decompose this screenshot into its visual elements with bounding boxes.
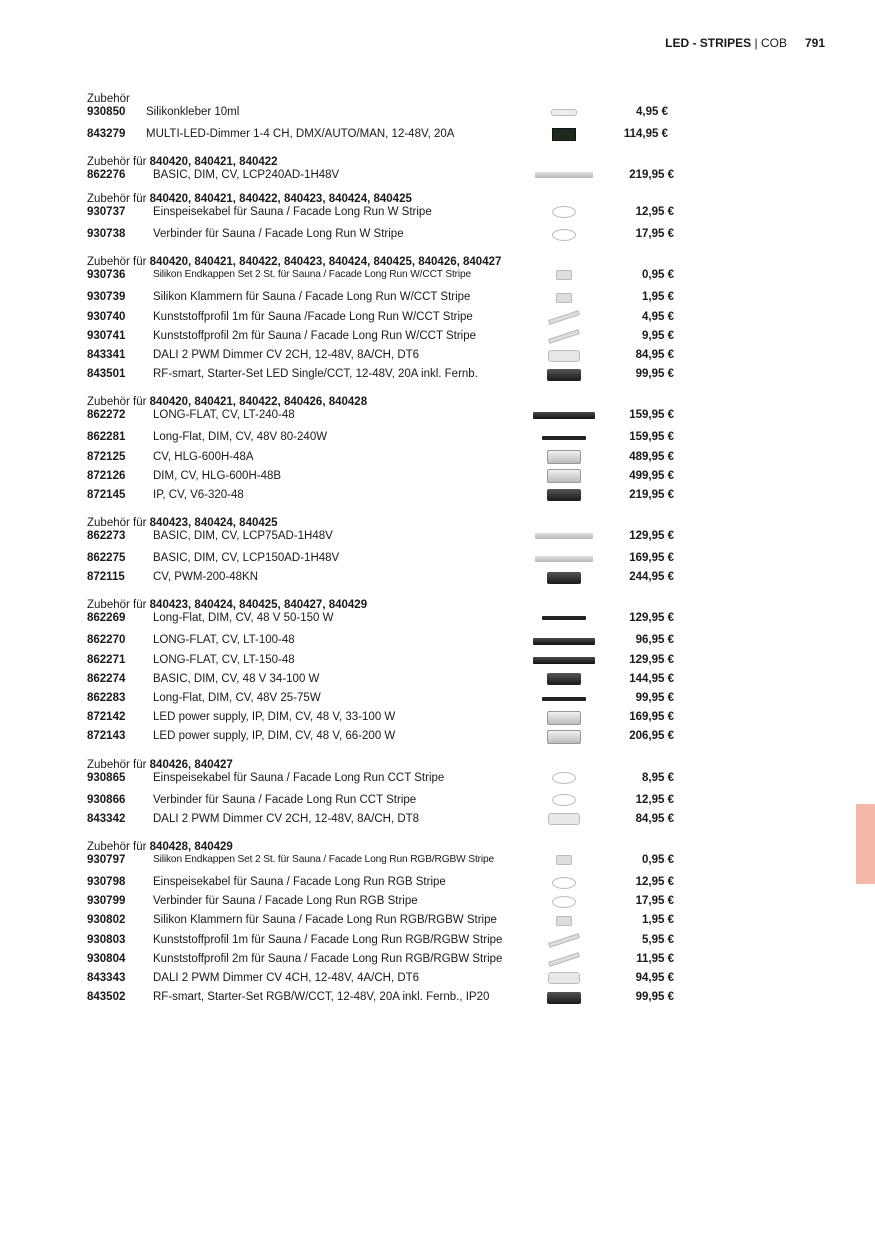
- article-number: 930798: [87, 875, 126, 888]
- product-image: [552, 229, 576, 241]
- product-description: Kunststoffprofil 2m für Sauna / Facade Long Run W/CCT Stripe: [153, 329, 477, 342]
- group-heading: [87, 395, 687, 409]
- product-price: 99,95 €: [635, 991, 674, 1004]
- product-price: 12,95 €: [635, 206, 674, 219]
- power-supply-thin-icon: [533, 692, 595, 706]
- product-description: Long-Flat, DIM, CV, 48V 80-240W: [153, 431, 328, 444]
- article-number: 930736: [87, 269, 126, 282]
- accessory-group: [87, 840, 687, 1007]
- group-product-refs: 840420, 840421, 840422: [149, 156, 278, 169]
- product-price: 129,95 €: [629, 530, 674, 543]
- product-price: 219,95 €: [629, 169, 674, 182]
- product-image: [548, 310, 580, 325]
- article-number: 862274: [87, 672, 126, 685]
- product-image: [548, 813, 580, 825]
- product-price: 17,95 €: [635, 895, 674, 908]
- article-number: 843342: [87, 812, 126, 825]
- power-supply-long-icon: [533, 408, 595, 422]
- article-number: 930850: [87, 106, 126, 118]
- section-title: LED - STRIPES: [665, 36, 752, 50]
- article-number: 843341: [87, 348, 126, 361]
- product-description: DALI 2 PWM Dimmer CV 2CH, 12-48V, 8A/CH, DT8: [153, 812, 420, 825]
- cable-icon: [533, 771, 595, 785]
- group-product-refs: 840420, 840421, 840422, 840426, 840428: [149, 396, 368, 409]
- product-price: 12,95 €: [635, 793, 674, 806]
- product-row: [87, 708, 687, 727]
- group-heading: [87, 92, 687, 106]
- product-image: [552, 794, 576, 806]
- article-number: 872126: [87, 469, 126, 482]
- accessory-group: [87, 155, 687, 181]
- power-supply-long-icon: [533, 634, 595, 648]
- product-description: Verbinder für Sauna / Facade Long Run RGB Stripe: [153, 895, 418, 908]
- subsection-title: COB: [760, 36, 787, 50]
- product-row: [87, 225, 687, 244]
- page-number: 791: [804, 36, 825, 50]
- article-number: 930737: [87, 206, 126, 219]
- article-number: 872115: [87, 571, 125, 584]
- product-description: Verbinder für Sauna / Facade Long Run CCT Stripe: [153, 793, 417, 806]
- power-supply-thin-icon: [533, 611, 595, 625]
- product-description: RF-smart, Starter-Set LED Single/CCT, 12-48V, 20A inkl. Fernb.: [153, 368, 478, 381]
- product-row: [87, 988, 687, 1007]
- dali-dimmer-icon: [533, 812, 595, 826]
- product-row: [87, 892, 687, 911]
- product-price: 206,95 €: [629, 730, 674, 743]
- product-image: [542, 436, 586, 440]
- group-label: Zubehör für: [87, 758, 147, 771]
- article-number: 930741: [87, 329, 126, 342]
- product-description: Silikon Klammern für Sauna / Facade Long Run RGB/RGBW Stripe: [153, 914, 497, 927]
- product-description: Silikonkleber 10ml: [146, 106, 240, 118]
- power-supply-box-icon: [533, 711, 595, 725]
- product-image: [533, 657, 595, 664]
- article-number: 872142: [87, 711, 126, 724]
- product-row: [87, 106, 687, 118]
- product-price: 114,95 €: [623, 128, 668, 140]
- product-row: [87, 206, 687, 218]
- cable-icon: [533, 876, 595, 890]
- article-number: 872145: [87, 488, 126, 501]
- dimmer-module-icon: [533, 128, 595, 142]
- product-description: Einspeisekabel für Sauna / Facade Long Run CCT Stripe: [153, 771, 445, 784]
- power-supply-thin-icon: [533, 431, 595, 445]
- product-price: 94,95 €: [635, 971, 674, 984]
- group-product-refs: 840420, 840421, 840422, 840423, 840424, 840425, 840426, 840427: [149, 256, 502, 269]
- cable-icon: [533, 205, 595, 219]
- article-number: 862273: [87, 530, 126, 543]
- accessory-group: [87, 598, 687, 746]
- product-description: LONG-FLAT, CV, LT-240-48: [153, 409, 295, 422]
- product-description: BASIC, DIM, CV, LCP150AD-1H48V: [153, 552, 340, 565]
- product-image: [552, 206, 576, 218]
- accessory-group: [87, 516, 687, 587]
- product-image: [533, 638, 595, 645]
- product-image: [547, 730, 581, 744]
- article-number: 930802: [87, 914, 126, 927]
- group-heading: [87, 840, 687, 854]
- product-image: [548, 350, 580, 362]
- product-row: [87, 549, 687, 568]
- product-image: [542, 616, 586, 620]
- product-description: LED power supply, IP, DIM, CV, 48 V, 66-200 W: [153, 730, 396, 743]
- product-row: [87, 409, 687, 421]
- product-description: Long-Flat, DIM, CV, 48V 25-75W: [153, 692, 321, 704]
- accessory-group: [87, 255, 687, 384]
- accessory-group: [87, 395, 687, 505]
- article-number: 843343: [87, 971, 126, 984]
- article-number: 862270: [87, 634, 126, 647]
- product-image: [535, 533, 593, 539]
- product-description: IP, CV, V6-320-48: [153, 488, 244, 501]
- article-number: 862271: [87, 653, 126, 666]
- group-heading: [87, 516, 687, 530]
- article-number: 930804: [87, 952, 126, 965]
- product-description: Verbinder für Sauna / Facade Long Run W Stripe: [153, 228, 404, 241]
- accessory-list: [87, 92, 687, 1018]
- product-image: [552, 772, 576, 784]
- clip-icon: [533, 914, 595, 928]
- product-price: 144,95 €: [629, 672, 674, 685]
- product-description: Long-Flat, DIM, CV, 48 V 50-150 W: [153, 612, 334, 625]
- group-heading: [87, 155, 687, 169]
- product-row: [87, 269, 687, 281]
- group-product-refs: 840423, 840424, 840425: [149, 517, 278, 530]
- product-image: [548, 329, 580, 344]
- product-row: [87, 631, 687, 650]
- chapter-tab: [856, 804, 875, 884]
- article-number: 862272: [87, 409, 126, 422]
- power-supply-box-icon: [533, 730, 595, 744]
- remote-set-icon: [533, 368, 595, 382]
- product-price: 99,95 €: [635, 368, 674, 381]
- profile-icon: [533, 952, 595, 966]
- article-number: 843501: [87, 368, 126, 381]
- product-price: 129,95 €: [629, 612, 674, 625]
- group-heading: [87, 192, 687, 206]
- dali-dimmer-icon: [533, 349, 595, 363]
- profile-icon: [533, 310, 595, 324]
- product-description: BASIC, DIM, CV, 48 V 34-100 W: [153, 672, 320, 685]
- product-description: BASIC, DIM, CV, LCP240AD-1H48V: [153, 169, 340, 182]
- product-row: [87, 689, 687, 708]
- product-description: Silikon Endkappen Set 2 St. für Sauna / Facade Long Run W/CCT Stripe: [153, 269, 472, 281]
- product-image: [556, 916, 572, 926]
- product-image: [552, 128, 576, 141]
- power-supply-dark-icon: [533, 571, 595, 585]
- product-description: BASIC, DIM, CV, LCP75AD-1H48V: [153, 530, 333, 543]
- product-row: [87, 365, 687, 384]
- product-price: 169,95 €: [629, 711, 674, 724]
- product-description: Silikon Klammern für Sauna / Facade Long Run W/CCT Stripe: [153, 291, 471, 304]
- product-description: Kunststoffprofil 2m für Sauna / Facade Long Run RGB/RGBW Stripe: [153, 952, 503, 965]
- product-price: 84,95 €: [635, 812, 674, 825]
- product-image: [535, 172, 593, 178]
- product-price: 1,95 €: [642, 914, 674, 927]
- product-row: [87, 530, 687, 542]
- product-price: 499,95 €: [629, 469, 674, 482]
- article-number: 872125: [87, 450, 126, 463]
- group-label: Zubehör für: [87, 193, 147, 206]
- product-description: DALI 2 PWM Dimmer CV 2CH, 12-48V, 8A/CH, DT6: [153, 348, 420, 361]
- product-row: [87, 486, 687, 505]
- group-label: Zubehör für: [87, 599, 147, 612]
- dali-dimmer-icon: [533, 971, 595, 985]
- accessory-group: [87, 92, 687, 144]
- product-row: [87, 651, 687, 670]
- article-number: 930739: [87, 291, 126, 304]
- product-description: CV, PWM-200-48KN: [153, 571, 259, 584]
- power-supply-bar-icon: [533, 552, 595, 566]
- product-image: [542, 697, 586, 701]
- product-price: 489,95 €: [629, 450, 674, 463]
- product-description: CV, HLG-600H-48A: [153, 450, 254, 463]
- product-description: LONG-FLAT, CV, LT-100-48: [153, 634, 295, 647]
- product-description: Kunststoffprofil 1m für Sauna /Facade Long Run W/CCT Stripe: [153, 310, 473, 323]
- product-row: [87, 873, 687, 892]
- power-supply-long-icon: [533, 653, 595, 667]
- product-image: [556, 855, 572, 865]
- article-number: 930803: [87, 933, 126, 946]
- product-description: Einspeisekabel für Sauna / Facade Long Run W Stripe: [153, 206, 432, 219]
- product-price: 12,95 €: [635, 875, 674, 888]
- power-supply-dark-icon: [533, 672, 595, 686]
- product-price: 219,95 €: [629, 488, 674, 501]
- end-cap-icon: [533, 853, 595, 867]
- group-product-refs: 840420, 840421, 840422, 840423, 840424, 840425: [149, 193, 412, 206]
- product-price: 17,95 €: [635, 228, 674, 241]
- product-row: [87, 727, 687, 746]
- connector-icon: [533, 895, 595, 909]
- group-heading: [87, 598, 687, 612]
- group-label: Zubehör für: [87, 517, 147, 530]
- product-image: [551, 109, 577, 116]
- product-description: LED power supply, IP, DIM, CV, 48 V, 33-100 W: [153, 711, 396, 724]
- product-description: MULTI-LED-Dimmer 1-4 CH, DMX/AUTO/MAN, 12-48V, 20A: [146, 128, 455, 140]
- product-price: 9,95 €: [642, 329, 674, 342]
- product-description: Silikon Endkappen Set 2 St. für Sauna / Facade Long Run RGB/RGBW Stripe: [153, 853, 495, 865]
- accessory-group: [87, 758, 687, 829]
- product-row: [87, 467, 687, 486]
- product-price: 99,95 €: [635, 692, 674, 704]
- product-row: [87, 854, 687, 866]
- product-price: 8,95 €: [642, 771, 674, 784]
- product-price: 0,95 €: [642, 269, 674, 282]
- product-description: DIM, CV, HLG-600H-48B: [153, 469, 282, 482]
- product-price: 11,95 €: [636, 952, 674, 965]
- product-price: 169,95 €: [629, 552, 674, 565]
- product-image: [547, 992, 581, 1004]
- product-row: [87, 288, 687, 307]
- remote-set-icon: [533, 991, 595, 1005]
- product-price: 4,95 €: [642, 310, 674, 323]
- product-row: [87, 969, 687, 988]
- product-row: [87, 950, 687, 969]
- group-heading: [87, 255, 687, 269]
- article-number: 862276: [87, 169, 126, 182]
- product-image: [548, 952, 580, 967]
- product-image: [548, 933, 580, 948]
- article-number: 862281: [87, 431, 126, 444]
- product-row: [87, 670, 687, 689]
- product-image: [552, 896, 576, 908]
- product-description: Kunststoffprofil 1m für Sauna / Facade Long Run RGB/RGBW Stripe: [153, 933, 503, 946]
- group-product-refs: 840428, 840429: [149, 840, 233, 853]
- clip-icon: [533, 291, 595, 305]
- product-row: [87, 931, 687, 950]
- product-price: 244,95 €: [629, 571, 674, 584]
- product-image: [556, 270, 572, 280]
- article-number: 862283: [87, 692, 126, 704]
- profile-icon: [533, 933, 595, 947]
- product-row: [87, 327, 687, 346]
- article-number: 930740: [87, 310, 126, 323]
- page-header: [665, 36, 825, 50]
- product-price: 4,95 €: [636, 106, 668, 118]
- article-number: 930799: [87, 895, 126, 908]
- product-row: [87, 346, 687, 365]
- article-number: 930865: [87, 771, 126, 784]
- product-image: [547, 673, 581, 685]
- glue-tube-icon: [533, 105, 595, 119]
- product-row: [87, 169, 687, 181]
- product-image: [547, 711, 581, 725]
- group-label: Zubehör für: [87, 256, 147, 269]
- product-description: DALI 2 PWM Dimmer CV 4CH, 12-48V, 4A/CH, DT6: [153, 971, 420, 984]
- header-separator: |: [751, 36, 761, 50]
- product-description: Einspeisekabel für Sauna / Facade Long Run RGB Stripe: [153, 875, 446, 888]
- group-product-refs: 840423, 840424, 840425, 840427, 840429: [149, 599, 368, 612]
- product-row: [87, 810, 687, 829]
- group-label: Zubehör für: [87, 396, 147, 409]
- product-row: [87, 772, 687, 784]
- group-product-refs: 840426, 840427: [149, 758, 233, 771]
- group-label: Zubehör: [87, 93, 130, 105]
- connector-icon: [533, 228, 595, 242]
- product-image: [547, 469, 581, 483]
- product-row: [87, 612, 687, 624]
- product-image: [533, 412, 595, 419]
- product-row: [87, 568, 687, 587]
- power-supply-bar-icon: [533, 529, 595, 543]
- product-price: 96,95 €: [635, 634, 674, 647]
- article-number: 930866: [87, 793, 126, 806]
- power-supply-bar-icon: [533, 168, 595, 182]
- article-number: 872143: [87, 730, 126, 743]
- power-supply-box-icon: [533, 450, 595, 464]
- connector-icon: [533, 793, 595, 807]
- product-description: RF-smart, Starter-Set RGB/W/CCT, 12-48V, 20A inkl. Fernb., IP20: [153, 991, 490, 1004]
- product-image: [547, 489, 581, 501]
- product-price: 84,95 €: [635, 348, 674, 361]
- product-price: 159,95 €: [629, 409, 674, 422]
- product-image: [547, 450, 581, 464]
- product-price: 129,95 €: [629, 653, 674, 666]
- product-image: [547, 369, 581, 381]
- product-row: [87, 125, 687, 144]
- product-row: [87, 308, 687, 327]
- power-supply-dark-icon: [533, 488, 595, 502]
- group-heading: [87, 758, 687, 772]
- product-price: 5,95 €: [642, 933, 674, 946]
- article-number: 930797: [87, 853, 126, 866]
- product-row: [87, 911, 687, 930]
- product-description: LONG-FLAT, CV, LT-150-48: [153, 653, 295, 666]
- article-number: 930738: [87, 228, 126, 241]
- product-row: [87, 448, 687, 467]
- product-image: [556, 293, 572, 303]
- product-price: 159,95 €: [629, 431, 674, 444]
- product-image: [547, 572, 581, 584]
- product-row: [87, 791, 687, 810]
- profile-icon: [533, 329, 595, 343]
- article-number: 843279: [87, 128, 126, 140]
- end-cap-icon: [533, 268, 595, 282]
- power-supply-box-icon: [533, 469, 595, 483]
- product-row: [87, 428, 687, 447]
- group-label: Zubehör für: [87, 840, 147, 853]
- product-image: [552, 877, 576, 889]
- product-image: [548, 972, 580, 984]
- article-number: 843502: [87, 991, 126, 1004]
- product-price: 0,95 €: [642, 853, 674, 866]
- group-label: Zubehör für: [87, 156, 147, 169]
- accessory-group: [87, 192, 687, 244]
- article-number: 862269: [87, 612, 126, 625]
- product-price: 1,95 €: [642, 291, 674, 304]
- article-number: 862275: [87, 552, 126, 565]
- product-image: [535, 556, 593, 562]
